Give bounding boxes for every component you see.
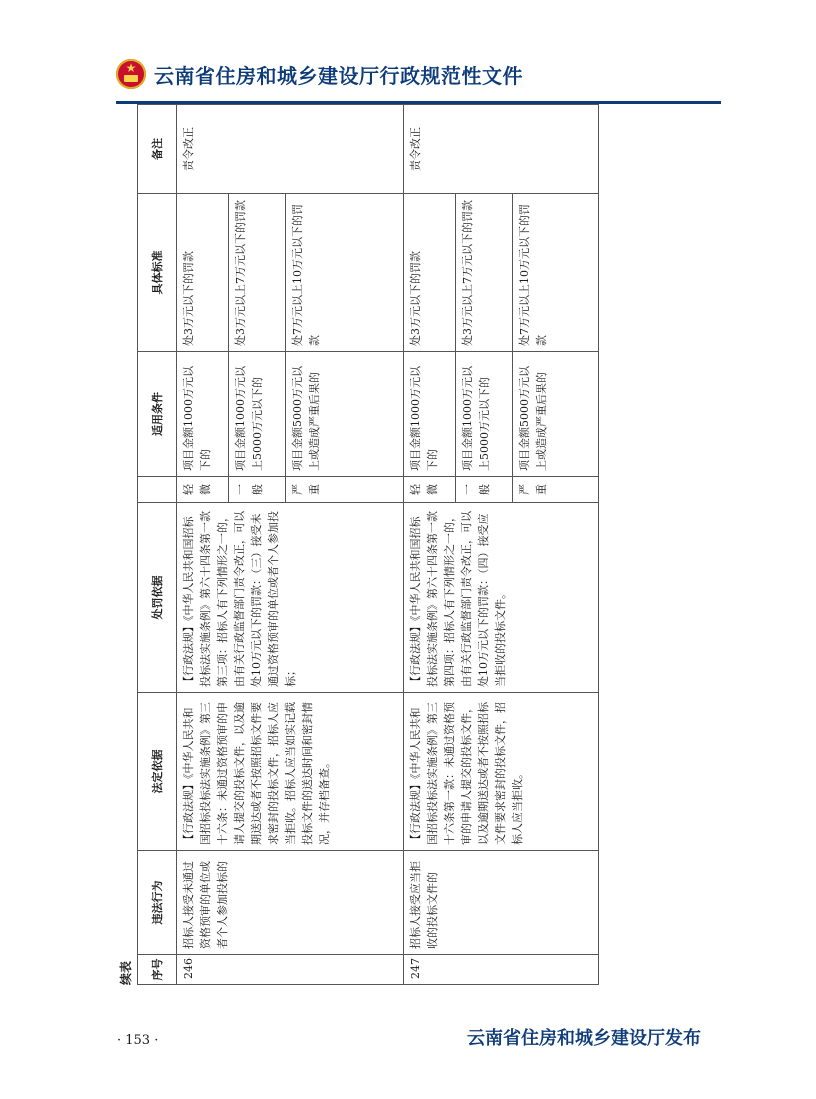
row-act: 招标人接受未通过资格预审的单位或者个人参加投标的 xyxy=(177,851,404,955)
row-standard: 处3万元以下的罚款 xyxy=(177,194,229,352)
row-condition: 项目金额5000万元以上或造成严重后果的 xyxy=(513,352,599,477)
col-seq: 序号 xyxy=(138,955,177,985)
penalty-table xyxy=(137,104,599,985)
row-standard: 处7万元以上10万元以下的罚款 xyxy=(286,194,404,352)
row-level: 一般 xyxy=(456,477,513,503)
row-note: 责令改正 xyxy=(404,105,599,194)
row-condition: 项目金额1000万元以上5000万元以下的 xyxy=(229,352,286,477)
col-level xyxy=(138,477,177,503)
page-number: · 153 · xyxy=(117,1033,159,1048)
table-caption: 续表 xyxy=(119,960,133,985)
table-header-row xyxy=(138,105,177,985)
row-level: 严重 xyxy=(513,477,599,503)
row-basis: 【行政法规】《中华人民共和国招标投标法实施条例》第三十六条：未通过资格预审的申请人提交的投标文件，以及逾期送达或者不按照招标文件要求密封的投标文件，招标人应当拒收。招标人应当如实记载投标文件的送达时间和密封情况，并存档备查。 xyxy=(177,693,404,851)
publisher-footer: 云南省住房和城乡建设厅发布 xyxy=(467,1028,701,1049)
row-standard: 处3万元以上7万元以下的罚款 xyxy=(229,194,286,352)
row-penalty: 【行政法规】《中华人民共和国招标投标法实施条例》第六十四条第一款第三项：招标人有下列情形之一的，由有关行政监督部门责令改正，可以处10万元以下的罚款：（三）接受未通过资格预审的单位或者个人参加投标； xyxy=(177,503,404,693)
national-emblem-icon: ★ xyxy=(116,59,146,89)
row-standard: 处3万元以下的罚款 xyxy=(404,194,456,352)
row-seq: 246 xyxy=(177,955,404,985)
row-standard: 处7万元以上10万元以下的罚款 xyxy=(513,194,599,352)
col-note: 备注 xyxy=(138,105,177,194)
col-penalty: 处罚依据 xyxy=(138,503,177,693)
page-header xyxy=(116,57,523,91)
table-region xyxy=(115,105,722,985)
row-act: 招标人接受应当拒收的投标文件的 xyxy=(404,851,599,955)
header-title: 云南省住房和城乡建设厅行政规范性文件 xyxy=(154,63,523,88)
row-seq: 247 xyxy=(404,955,599,985)
col-standard: 具体标准 xyxy=(138,194,177,352)
row-condition: 项目金额1000万元以下的 xyxy=(404,352,456,477)
row-level: 严重 xyxy=(286,477,404,503)
col-condition: 适用条件 xyxy=(138,352,177,477)
row-level: 一般 xyxy=(229,477,286,503)
row-condition: 项目金额5000万元以上或造成严重后果的 xyxy=(286,352,404,477)
col-basis: 法定依据 xyxy=(138,693,177,851)
row-condition: 项目金额1000万元以上5000万元以下的 xyxy=(456,352,513,477)
col-act: 违法行为 xyxy=(138,851,177,955)
row-penalty: 【行政法规】《中华人民共和国招标投标法实施条例》第六十四条第一款第四项：招标人有下列情形之一的，由有关行政监督部门责令改正，可以处10万元以下的罚款：（四）接受应当拒收的投标文件。 xyxy=(404,503,599,693)
row-note: 责令改正 xyxy=(177,105,404,194)
row-standard: 处3万元以上7万元以下的罚款 xyxy=(456,194,513,352)
row-condition: 项目金额1000万元以下的 xyxy=(177,352,229,477)
row-basis: 【行政法规】《中华人民共和国招标投标法实施条例》第三十六条第一款：未通过资格预审的申请人提交的投标文件，以及逾期送达或者不按照招标文件要求密封的投标文件，招标人应当拒收。 xyxy=(404,693,599,851)
row-level: 轻微 xyxy=(177,477,229,503)
table-row xyxy=(177,105,229,985)
row-level: 轻微 xyxy=(404,477,456,503)
table-row xyxy=(404,105,456,985)
